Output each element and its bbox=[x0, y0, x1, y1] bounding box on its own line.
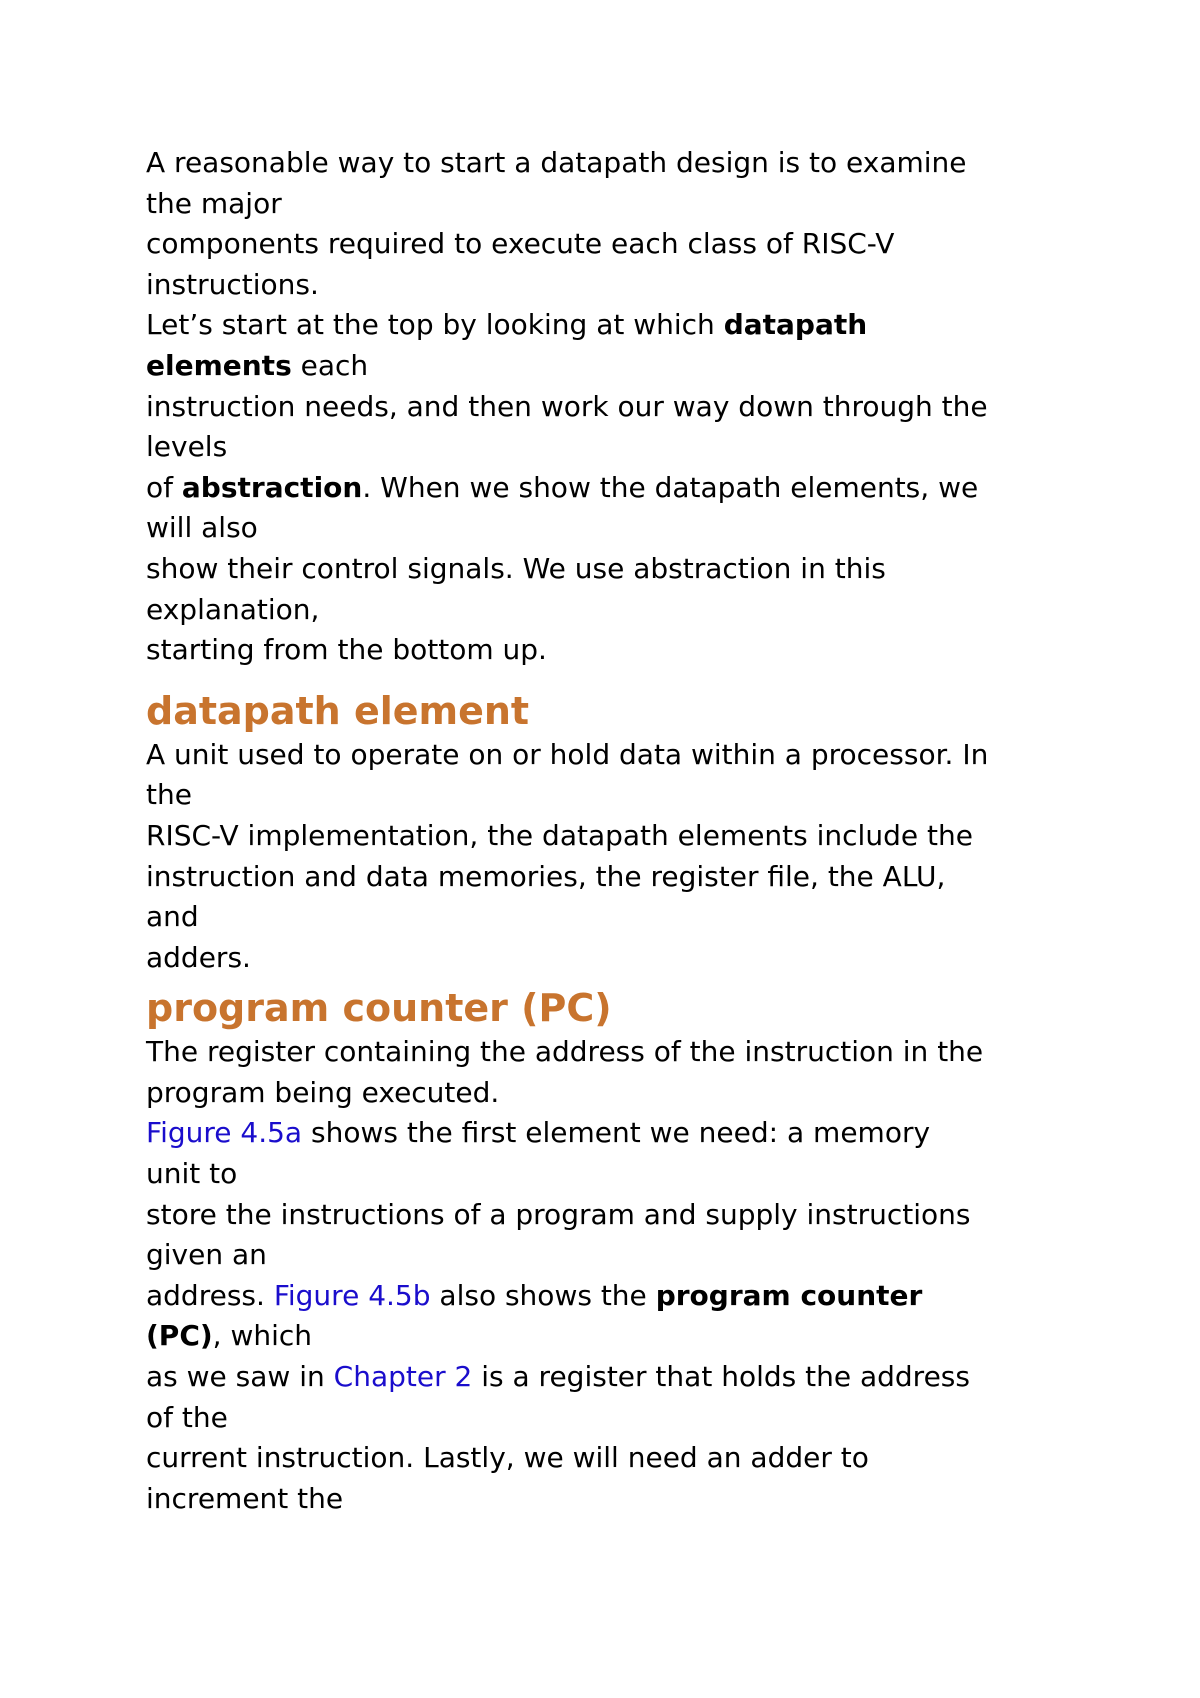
text-line: increment the bbox=[146, 1481, 344, 1515]
text-line: program being executed. bbox=[146, 1075, 500, 1109]
text-line: store the instructions of a program and supply instructions bbox=[146, 1197, 971, 1231]
text-line: instructions. bbox=[146, 267, 319, 301]
text-run: of bbox=[146, 470, 182, 504]
text-line: levels bbox=[146, 430, 228, 464]
bold-term: abstraction bbox=[181, 470, 363, 504]
text-line: RISC-V implementation, the datapath elements include the bbox=[146, 818, 973, 852]
text-run: as we saw in bbox=[146, 1360, 334, 1394]
figure-4-5b-link[interactable]: Figure 4.5b bbox=[273, 1278, 431, 1312]
term-heading-datapath-element: datapath element bbox=[146, 688, 530, 733]
text-run: address. bbox=[146, 1278, 274, 1312]
text-run: also shows the bbox=[430, 1278, 656, 1312]
chapter-2-link[interactable]: Chapter 2 bbox=[333, 1360, 473, 1394]
text-run: , which bbox=[212, 1319, 313, 1353]
text-line: components required to execute each class of RISC-V bbox=[146, 227, 895, 261]
term-definition-datapath-element bbox=[146, 735, 1200, 979]
text-line: unit to bbox=[146, 1157, 238, 1191]
text-run: shows the first element we need: a memory bbox=[302, 1116, 931, 1150]
term-heading-program-counter: program counter (PC) bbox=[146, 986, 612, 1031]
text-line: The register containing the address of the instruction in the bbox=[146, 1035, 984, 1069]
text-line: instruction needs, and then work our way down through the bbox=[146, 389, 988, 423]
text-line: current instruction. Lastly, we will need an adder to bbox=[146, 1441, 869, 1475]
text-line: of the bbox=[146, 1400, 228, 1434]
bold-term: datapath bbox=[723, 308, 868, 342]
text-line bbox=[146, 346, 1200, 387]
bold-term: elements bbox=[146, 348, 292, 382]
text-line: adders. bbox=[146, 940, 251, 974]
bold-term: program counter bbox=[655, 1278, 923, 1312]
text-line: A reasonable way to start a datapath design is to examine bbox=[146, 146, 967, 179]
text-line bbox=[146, 1276, 1200, 1317]
text-line bbox=[146, 1316, 1200, 1357]
text-line: the bbox=[146, 778, 192, 812]
intro-paragraph bbox=[146, 143, 1200, 671]
text-line: A unit used to operate on or hold data within a processor. In bbox=[146, 737, 989, 771]
text-line: and bbox=[146, 900, 199, 934]
text-line bbox=[146, 305, 1200, 346]
bold-term: (PC) bbox=[146, 1319, 213, 1353]
text-line bbox=[146, 468, 1200, 509]
text-line: starting from the bottom up. bbox=[146, 633, 547, 667]
text-line: given an bbox=[146, 1238, 267, 1272]
figure-4-5a-link[interactable]: Figure 4.5a bbox=[146, 1116, 303, 1150]
text-run: each bbox=[291, 348, 369, 382]
text-line: instruction and data memories, the register file, the ALU, bbox=[146, 859, 946, 893]
text-line: the major bbox=[146, 186, 282, 220]
text-line bbox=[146, 1113, 1200, 1154]
term-definition-program-counter bbox=[146, 1032, 1200, 1519]
text-line bbox=[146, 1357, 1200, 1398]
text-run: Let’s start at the top by looking at which bbox=[146, 308, 724, 342]
text-run: is a register that holds the address bbox=[472, 1360, 970, 1394]
text-run: . When we show the datapath elements, we bbox=[362, 470, 979, 504]
text-line: show their control signals. We use abstraction in this bbox=[146, 551, 886, 585]
text-line: will also bbox=[146, 511, 258, 545]
text-line: explanation, bbox=[146, 592, 320, 626]
